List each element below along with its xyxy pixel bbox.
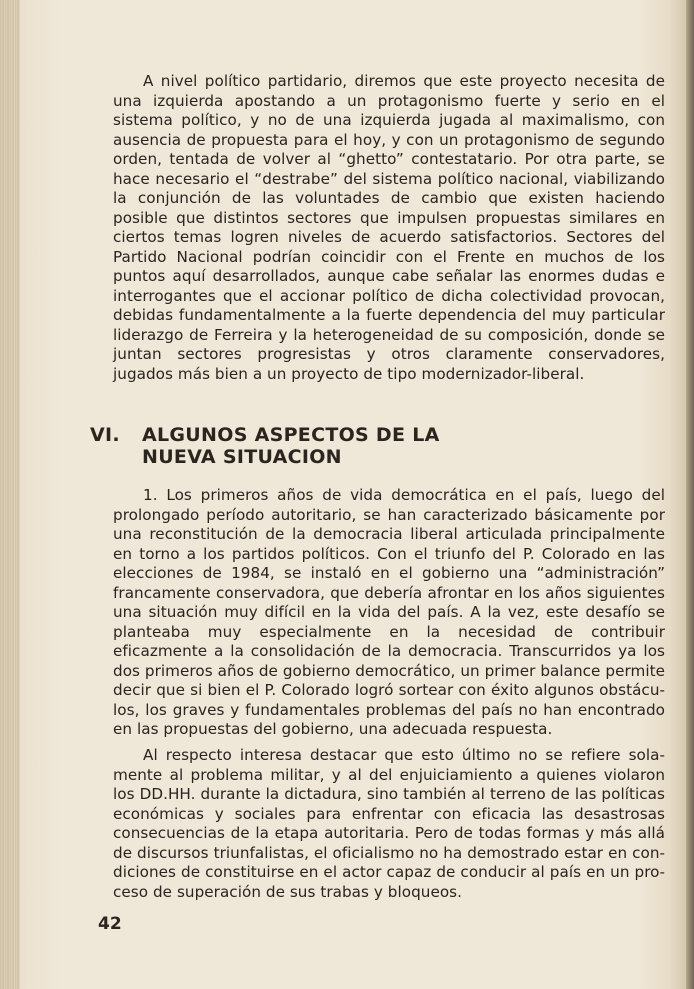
body-paragraph-3 <box>113 746 665 902</box>
section-title-line-2: NUEVA SITUACION <box>142 446 342 468</box>
paragraph-text: Al respecto interesa destacar que esto último no se refiere solamente al problema militar, y al del enjuiciamiento a quienes violaron los DD.HH. durante la dictadura, sino también al terreno de las políticas económicas y sociales para enfrentar con eficacia las desastrosas consecuencias de la etapa autoritaria. Pero de todas formas y más allá de discursos triunfalistas, el oficialismo no ha demostrado estar en condiciones de constituirse en el actor capaz de conducir al país en un proceso de superación de sus trabas y bloqueos. <box>113 746 665 901</box>
section-heading <box>90 424 650 468</box>
section-number: VI. <box>90 424 120 446</box>
page-stack-edge <box>0 0 20 989</box>
body-paragraph-1 <box>113 72 665 384</box>
paragraph-text: 1. Los primeros años de vida democrática en el país, luego del prolongado período autoritario, se han caracterizado básicamente por una reconstitución de la democracia liberal articulada principalmente en torno a los partidos políticos. Con el triunfo del P. Colorado en las elecciones de 1984, se instaló en el gobierno una “administración” francamente conservadora, que debería afrontar en los años siguientes una situación muy difícil en la vida del país. A la vez, este desafío se planteaba muy especialmente en la necesidad de contribuir eficazmente a la consolidación de la democracia. Transcurridos ya los dos primeros años de gobierno democrático, un primer balance permite decir que si bien el P. Colorado logró sortear con éxito algunos obstáculos, los graves y fundamentales problemas del país no han encontrado en las propuestas del gobierno, una adecuada respuesta. <box>113 486 665 738</box>
body-paragraph-2 <box>113 486 665 740</box>
paragraph-text: A nivel político partidario, diremos que este proyecto necesita de una izquierda apostando a un protagonismo fuerte y serio en el sistema político, y no de una izquierda jugada al maximalismo, con ausencia de propuesta para el hoy, y con un protagonismo de segundo orden, tentada de volver al “ghetto” contestatario. Por otra parte, se hace necesario el “destrabe” del sistema político nacional, viabilizando la conjunción de las voluntades de cambio que existen haciendo posible que distintos sectores que impulsen propuestas similares en ciertos temas logren niveles de acuerdo satisfactorios. Sectores del Partido Nacional podrían coincidir con el Frente en muchos de los puntos aquí desarrollados, aunque cabe señalar las enormes dudas e interrogantes que el accionar político de dicha colectividad provocan, debidas fundamentalmente a la fuerte dependencia del muy particular liderazgo de Ferreira y la heterogeneidad de su composición, donde se juntan sectores progresistas y otros claramente conservadores, jugados más bien a un proyecto de tipo modernizador-liberal. <box>113 72 665 383</box>
page-number: 42 <box>98 914 122 934</box>
binding-shadow <box>686 0 694 989</box>
section-title-line-1: ALGUNOS ASPECTOS DE LA <box>142 424 440 446</box>
